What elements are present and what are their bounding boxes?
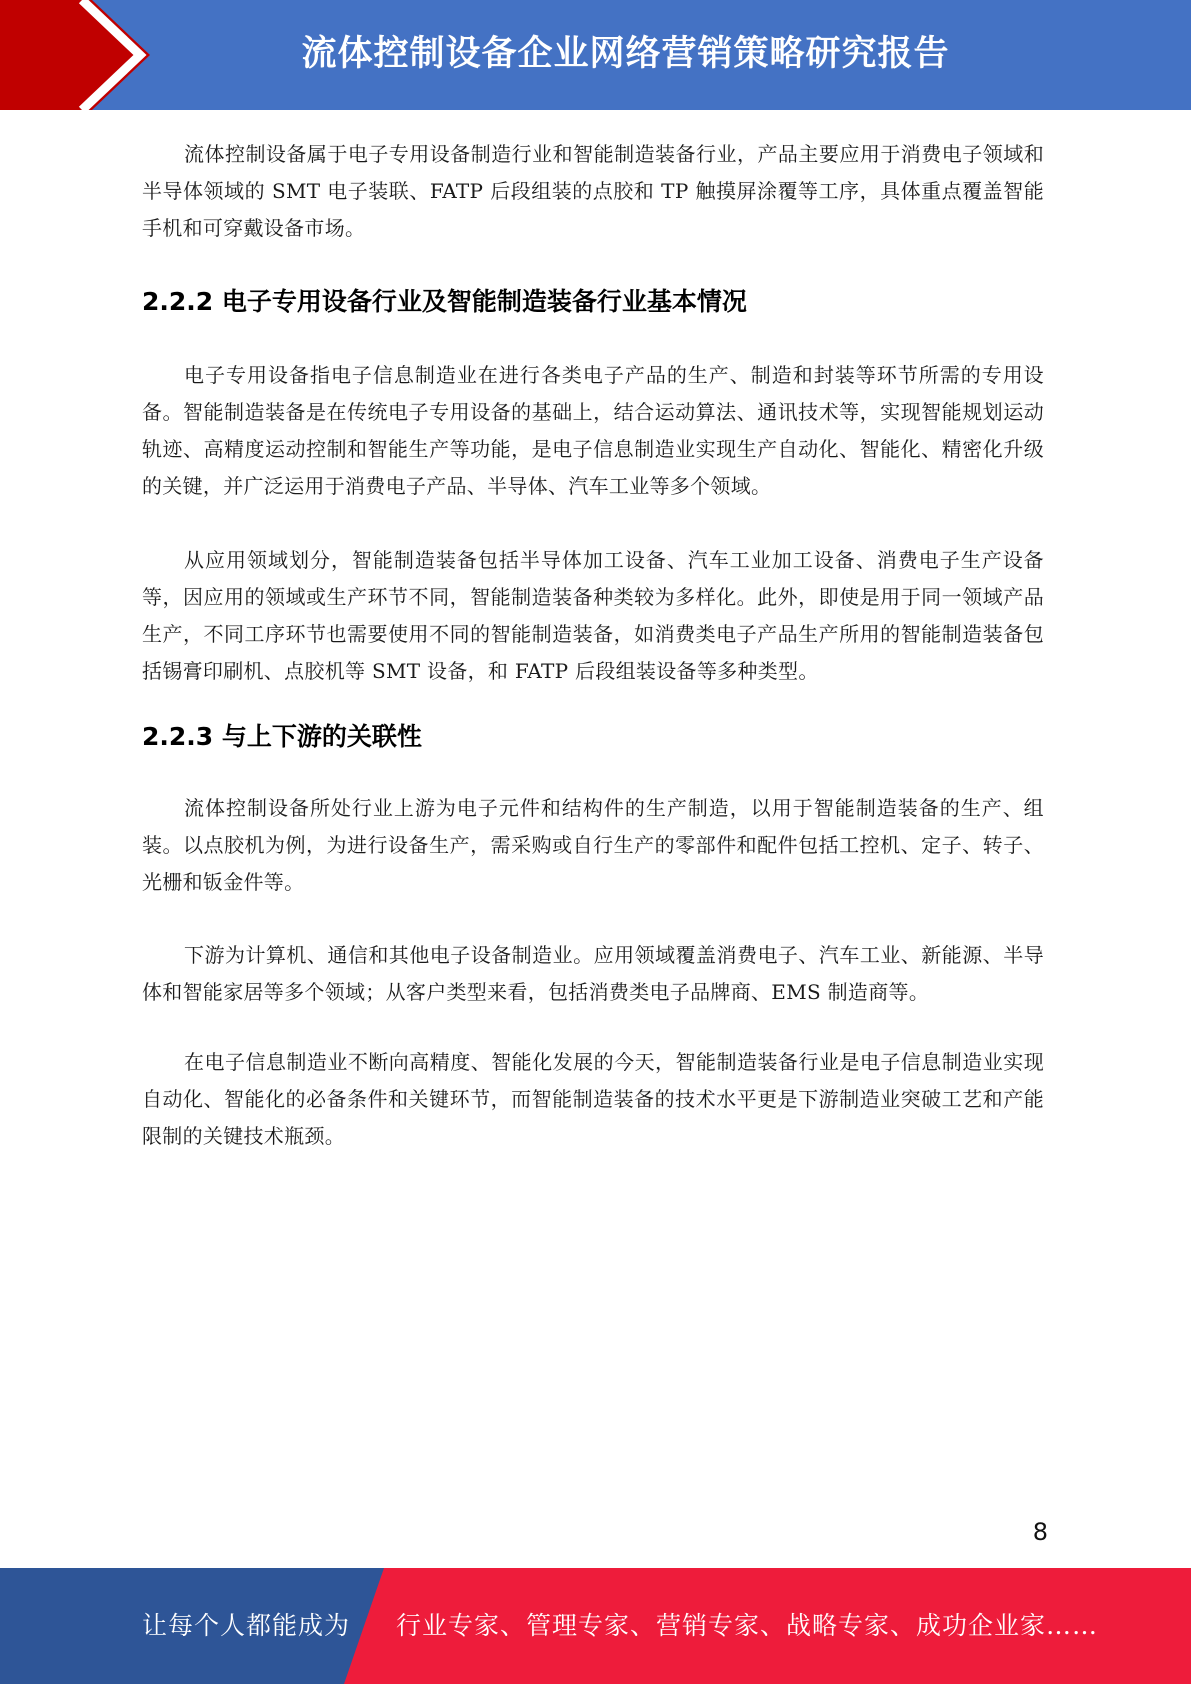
- page-header: [0, 0, 1191, 110]
- section-heading-2-2-3: 2.2.3 与上下游的关联性: [142, 722, 422, 751]
- paragraph: 电子专用设备指电子信息制造业在进行各类电子产品的生产、制造和封装等环节所需的专用设备。智能制造装备是在传统电子专用设备的基础上，结合运动算法、通讯技术等，实现智能规划运动轨迹、高精度运动控制和智能生产等功能，是电子信息制造业实现生产自动化、智能化、精密化升级的关键，并广泛运用于消费电子产品、半导体、汽车工业等多个领域。: [142, 363, 1044, 498]
- footer-slogan-right: 行业专家、管理专家、营销专家、战略专家、成功企业家……: [396, 1611, 1099, 1640]
- page-footer: [0, 1568, 1191, 1684]
- page-number: 8: [1032, 1518, 1048, 1546]
- paragraph: 流体控制设备所处行业上游为电子元件和结构件的生产制造，以用于智能制造装备的生产、组装。以点胶机为例，为进行设备生产，需采购或自行生产的零部件和配件包括工控机、定子、转子、光栅和钣金件等。: [142, 796, 1044, 894]
- section-heading-2-2-2: 2.2.2 电子专用设备行业及智能制造装备行业基本情况: [142, 287, 747, 316]
- header-red-chevron: [0, 0, 150, 110]
- paragraph: 从应用领域划分，智能制造装备包括半导体加工设备、汽车工业加工设备、消费电子生产设备等，因应用的领域或生产环节不同，智能制造装备种类较为多样化。此外，即使是用于同一领域产品生产，不同工序环节也需要使用不同的智能制造装备，如消费类电子产品生产所用的智能制造装备包括锡膏印刷机、点胶机等 SMT 设备，和 FATP 后段组装设备等多种类型。: [142, 548, 1044, 683]
- paragraph: 在电子信息制造业不断向高精度、智能化发展的今天，智能制造装备行业是电子信息制造业实现自动化、智能化的必备条件和关键环节，而智能制造装备的技术水平更是下游制造业突破工艺和产能限制的关键技术瓶颈。: [142, 1050, 1044, 1148]
- report-title: 流体控制设备企业网络营销策略研究报告: [301, 34, 950, 74]
- intro-paragraph: 流体控制设备属于电子专用设备制造行业和智能制造装备行业，产品主要应用于消费电子领域和半导体领域的 SMT 电子装联、FATP 后段组装的点胶和 TP 触摸屏涂覆等工序，具体重点覆盖智能手机和可穿戴设备市场。: [142, 142, 1044, 240]
- document-body: [142, 136, 1044, 1155]
- footer-slogan-left: 让每个人都能成为: [142, 1611, 351, 1640]
- paragraph: 下游为计算机、通信和其他电子设备制造业。应用领域覆盖消费电子、汽车工业、新能源、半导体和智能家居等多个领域；从客户类型来看，包括消费类电子品牌商、EMS 制造商等。: [142, 943, 1044, 1004]
